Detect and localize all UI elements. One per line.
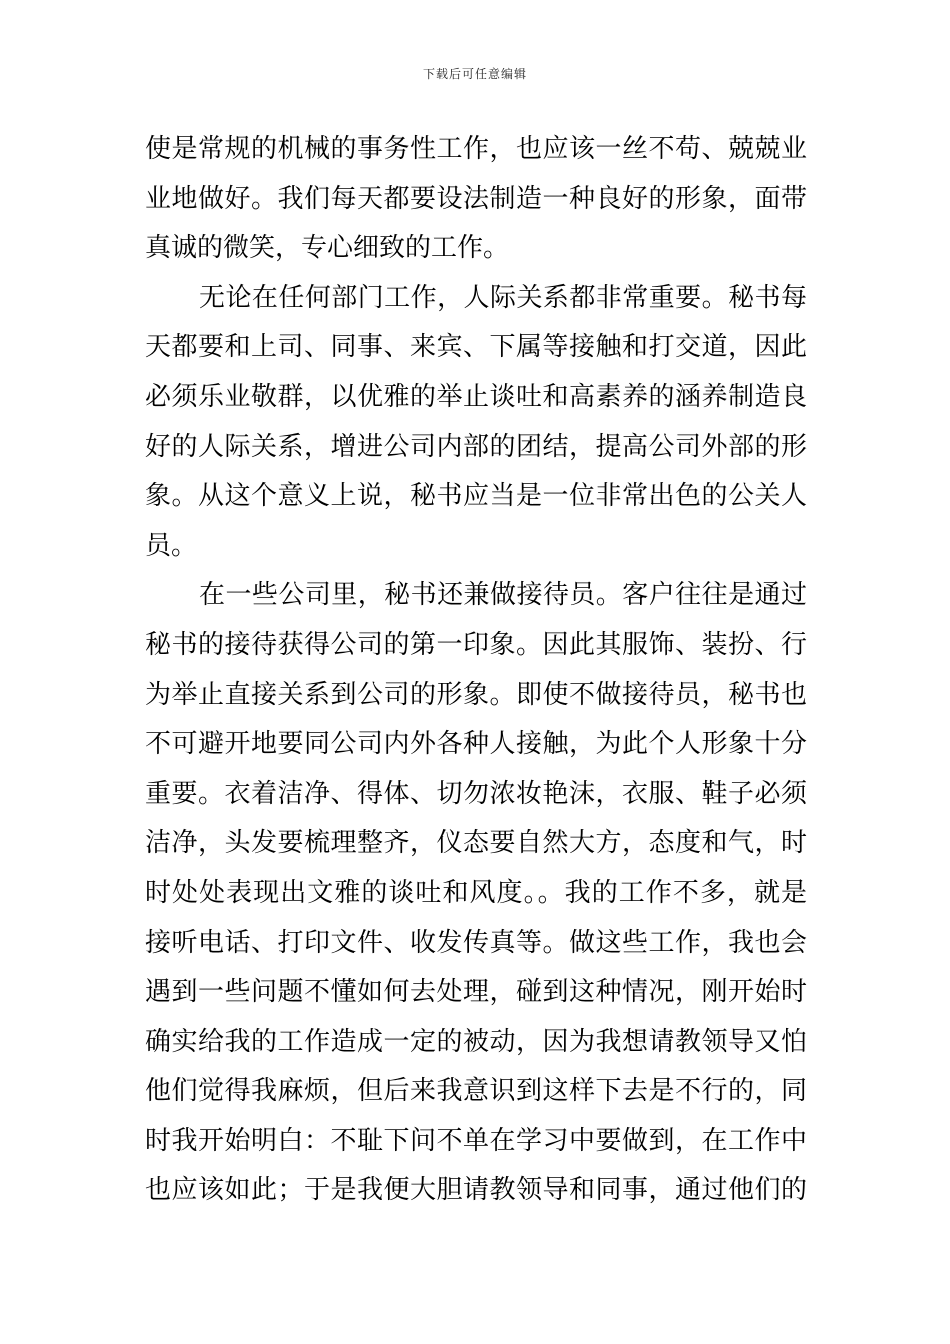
paragraph-1-line-3: 真诚的微笑，专心细致的工作。 [145, 233, 510, 264]
document-body [145, 125, 807, 1216]
paragraph-3-line-12: 时我开始明白：不耻下问不单在学习中要做到，在工作中 [145, 1125, 807, 1156]
paragraph-3-line-10: 确实给我的工作造成一定的被动，因为我想请教领导又怕 [145, 1026, 807, 1057]
paragraph-3-line-9: 遇到一些问题不懂如何去处理，碰到这种情况，刚开始时 [145, 977, 807, 1008]
paragraph-3-line-5: 重要。衣着洁净、得体、切勿浓妆艳沫，衣服、鞋子必须 [145, 778, 807, 809]
page-header: 下载后可任意编辑 [422, 67, 527, 81]
paragraph-3-line-13: 也应该如此；于是我便大胆请教领导和同事，通过他们的 [145, 1175, 807, 1206]
paragraph-2-line-2: 天都要和上司、同事、来宾、下属等接触和打交道，因此 [145, 332, 807, 363]
paragraph-2-line-1: 无论在任何部门工作，人际关系都非常重要。秘书每 [199, 282, 807, 313]
paragraph-2-line-3: 必须乐业敬群，以优雅的举止谈吐和高素养的涵养制造良 [145, 381, 807, 412]
paragraph-3-line-4: 不可避开地要同公司内外各种人接触，为此个人形象十分 [145, 729, 807, 760]
paragraph-1-line-2: 业地做好。我们每天都要设法制造一种良好的形象，面带 [145, 183, 807, 214]
paragraph-3-line-2: 秘书的接待获得公司的第一印象。因此其服饰、装扮、行 [145, 629, 807, 660]
paragraph-3-line-7: 时处处表现出文雅的谈吐和风度。。我的工作不多，就是 [145, 877, 807, 908]
paragraph-2-line-4: 好的人际关系，增进公司内部的团结，提高公司外部的形 [145, 431, 807, 462]
paragraph-3-line-11: 他们觉得我麻烦，但后来我意识到这样下去是不行的，同 [145, 1076, 807, 1107]
paragraph-2-line-5: 象。从这个意义上说，秘书应当是一位非常出色的公关人 [145, 481, 807, 512]
paragraph-1-line-1: 使是常规的机械的事务性工作，也应该一丝不苟、兢兢业 [145, 134, 807, 164]
paragraph-3-line-6: 洁净，头发要梳理整齐，仪态要自然大方，态度和气，时 [145, 828, 807, 859]
paragraph-3-line-3: 为举止直接关系到公司的形象。即使不做接待员，秘书也 [145, 679, 807, 710]
paragraph-3-line-8: 接听电话、打印文件、收发传真等。做这些工作，我也会 [145, 927, 807, 958]
paragraph-2-line-6: 员。 [145, 530, 198, 561]
paragraph-3-line-1: 在一些公司里，秘书还兼做接待员。客户往往是通过 [199, 580, 807, 611]
